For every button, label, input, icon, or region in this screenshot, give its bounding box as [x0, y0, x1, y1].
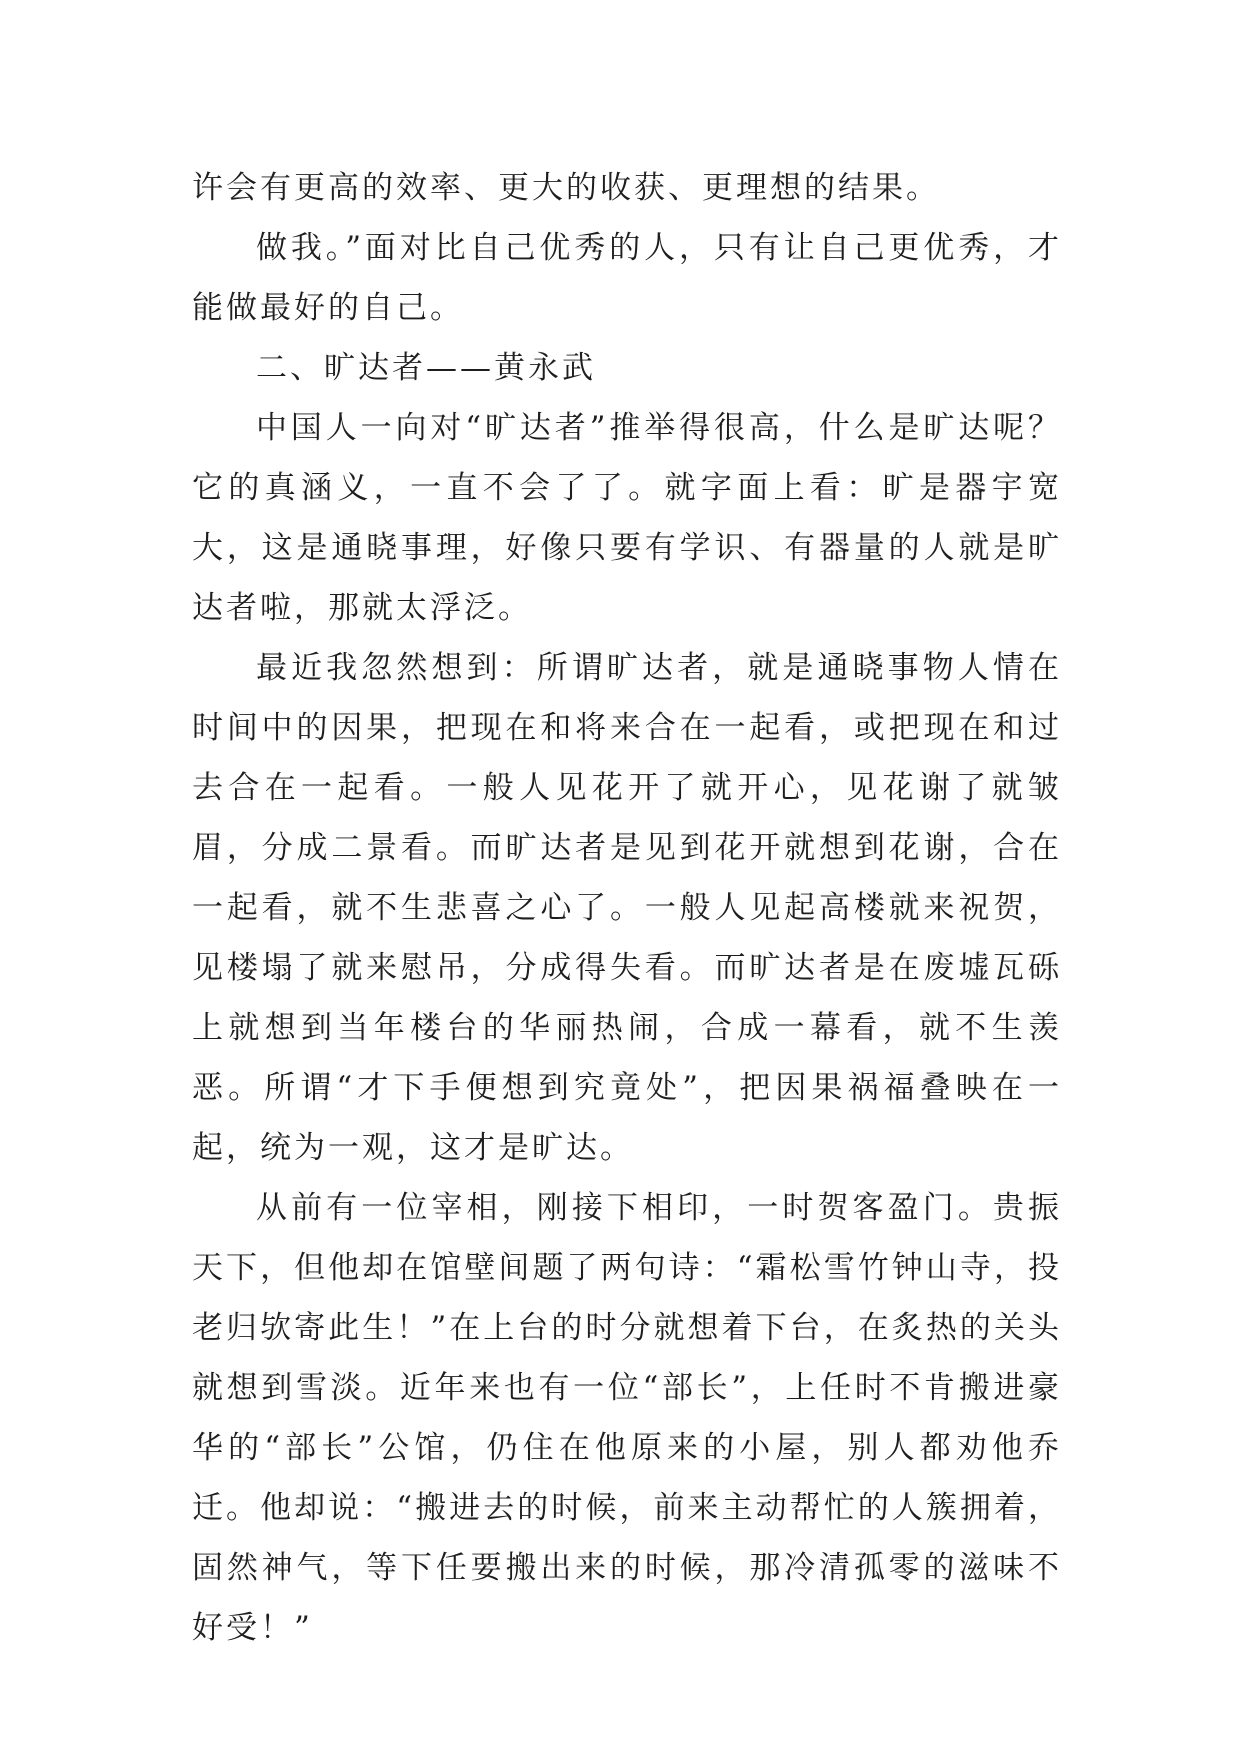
document-body [192, 158, 1062, 1658]
paragraph-2: 做我。”面对比自己优秀的人，只有让自己更优秀，才能做最好的自己。 [192, 230, 1062, 326]
paragraph-1: 许会有更高的效率、更大的收获、更理想的结果。 [192, 170, 940, 206]
paragraph-3: 中国人一向对“旷达者”推举得很高，什么是旷达呢？它的真涵义，一直不会了了。就字面上看：旷是器宇宽大，这是通晓事理，好像只要有学识、有器量的人就是旷达者啦，那就太浮泛。 [192, 410, 1062, 626]
paragraph-4: 最近我忽然想到：所谓旷达者，就是通晓事物人情在时间中的因果，把现在和将来合在一起看，或把现在和过去合在一起看。一般人见花开了就开心，见花谢了就皱眉，分成二景看。而旷达者是见到花开就想到花谢，合在一起看，就不生悲喜之心了。一般人见起高楼就来祝贺，见楼塌了就来慰吊，分成得失看。而旷达者是在废墟瓦砾上就想到当年楼台的华丽热闹，合成一幕看，就不生羡恶。所谓“才下手便想到究竟处”，把因果祸福叠映在一起，统为一观，这才是旷达。 [192, 650, 1062, 1166]
section-heading: 二、旷达者——黄永武 [256, 350, 596, 386]
paragraph-5: 从前有一位宰相，刚接下相印，一时贺客盈门。贵振天下，但他却在馆壁间题了两句诗：“霜松雪竹钟山寺，投老归欤寄此生！”在上台的时分就想着下台，在炙热的关头就想到雪淡。近年来也有一位“部长”，上任时不肯搬进豪华的“部长”公馆，仍住在他原来的小屋，别人都劝他乔迁。他却说：“搬进去的时候，前来主动帮忙的人簇拥着，固然神气，等下任要搬出来的时候，那冷清孤零的滋味不好受！” [192, 1190, 1062, 1646]
